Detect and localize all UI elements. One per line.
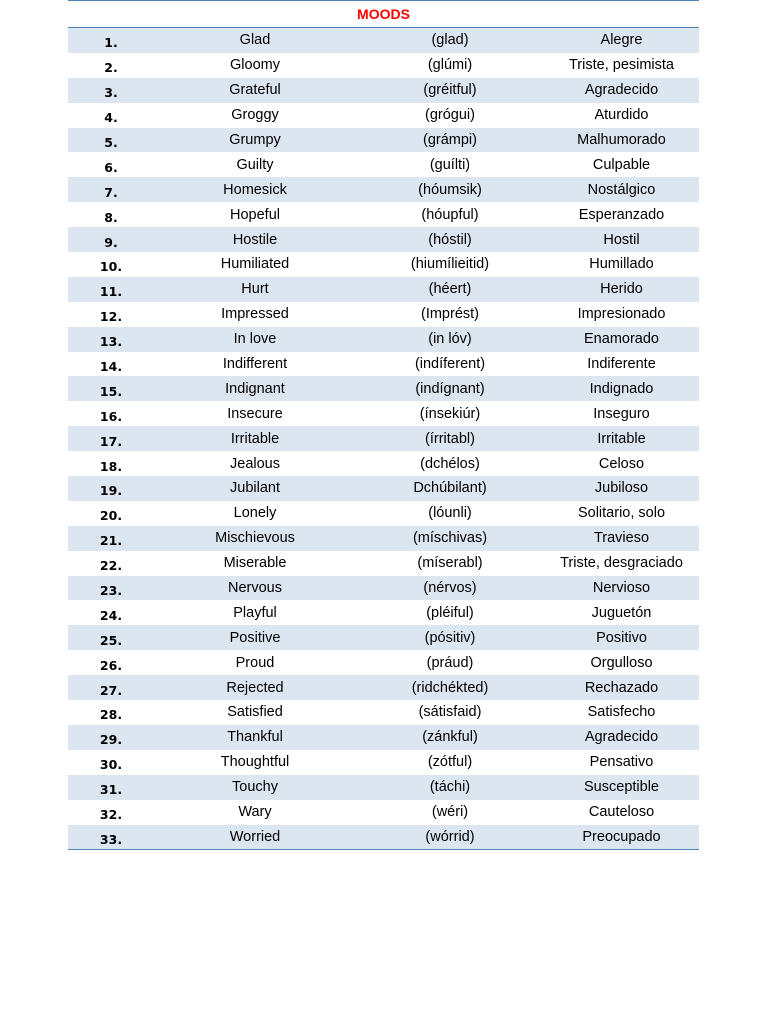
- spanish-translation: Inseguro: [593, 405, 650, 422]
- table-row: [68, 800, 699, 825]
- table-row: [68, 551, 699, 576]
- table-row: [68, 401, 699, 426]
- pronunciation: (Imprést): [421, 306, 479, 323]
- english-word: Playful: [233, 604, 277, 621]
- table-row: [68, 476, 699, 501]
- table-row: [68, 451, 699, 476]
- row-number: 18.: [99, 458, 123, 474]
- spanish-translation: Jubiloso: [544, 476, 699, 501]
- vocabulary-sheet: [68, 0, 699, 850]
- pronunciation: Dchúbilant): [356, 476, 544, 501]
- spanish-translation: Agradecido: [544, 78, 699, 103]
- pronunciation: (grámpi): [356, 128, 544, 153]
- spanish-translation: Rechazado: [544, 675, 699, 700]
- table-row: [68, 302, 699, 327]
- english-word: Hostile: [154, 227, 356, 252]
- table-row: [68, 675, 699, 700]
- english-word: Indifferent: [222, 356, 288, 373]
- spanish-translation: Travieso: [544, 526, 699, 551]
- table-row: [68, 576, 699, 601]
- english-word: Miserable: [223, 555, 287, 572]
- english-word: Insecure: [227, 405, 283, 422]
- pronunciation: (guílti): [429, 156, 471, 173]
- pronunciation: (lóunli): [428, 505, 472, 522]
- english-word: Guilty: [236, 156, 274, 173]
- spanish-translation: Enamorado: [544, 327, 699, 352]
- table-row: [68, 625, 699, 650]
- row-number: 23.: [68, 576, 154, 601]
- spanish-translation: Impresionado: [577, 306, 666, 323]
- pronunciation: (indígnant): [356, 376, 544, 401]
- table-row: [68, 750, 699, 775]
- row-number: 25.: [68, 625, 154, 650]
- english-word: Proud: [235, 654, 275, 671]
- pronunciation: (ridchékted): [356, 675, 544, 700]
- row-number: 10.: [99, 259, 123, 275]
- table-row: [68, 526, 699, 551]
- pronunciation: (hóupful): [421, 206, 479, 223]
- table-row: [68, 103, 699, 128]
- pronunciation: (zótful): [427, 754, 473, 771]
- table-row: [68, 202, 699, 227]
- row-number: 17.: [68, 426, 154, 451]
- table-row: [68, 28, 699, 53]
- moods-table: [68, 28, 699, 849]
- table-row: [68, 352, 699, 377]
- row-number: 15.: [68, 376, 154, 401]
- pronunciation: (nérvos): [356, 576, 544, 601]
- english-word: Positive: [154, 625, 356, 650]
- spanish-translation: Pensativo: [589, 754, 654, 771]
- table-row: [68, 376, 699, 401]
- english-word: Grateful: [154, 78, 356, 103]
- table-row: [68, 327, 699, 352]
- spanish-translation: Nervioso: [544, 576, 699, 601]
- pronunciation: (glad): [356, 28, 544, 53]
- pronunciation: (ínsekiúr): [419, 405, 481, 422]
- row-number: 22.: [99, 558, 123, 574]
- table-row: [68, 700, 699, 725]
- row-number: 3.: [68, 78, 154, 103]
- spanish-translation: Triste, pesimista: [568, 57, 674, 74]
- table-row: [68, 53, 699, 78]
- row-number: 20.: [99, 508, 123, 524]
- table-row: [68, 252, 699, 277]
- spanish-translation: Celoso: [598, 455, 645, 472]
- spanish-translation: Preocupado: [544, 825, 699, 850]
- table-row: [68, 600, 699, 625]
- row-number: 12.: [99, 309, 123, 325]
- spanish-translation: Susceptible: [544, 775, 699, 800]
- spanish-translation: Herido: [544, 277, 699, 302]
- table-row: [68, 227, 699, 252]
- pronunciation: (dchélos): [420, 455, 480, 472]
- spanish-translation: Positivo: [544, 625, 699, 650]
- row-number: 4.: [104, 110, 118, 126]
- table-row: [68, 152, 699, 177]
- english-word: Touchy: [154, 775, 356, 800]
- spanish-translation: Irritable: [544, 426, 699, 451]
- english-word: Thankful: [154, 725, 356, 750]
- english-word: Jubilant: [154, 476, 356, 501]
- pronunciation: (indíferent): [414, 356, 486, 373]
- spanish-translation: Alegre: [544, 28, 699, 53]
- spanish-translation: Nostálgico: [544, 177, 699, 202]
- table-row: [68, 775, 699, 800]
- pronunciation: (héert): [356, 277, 544, 302]
- row-number: 16.: [99, 408, 123, 424]
- row-number: 19.: [68, 476, 154, 501]
- pronunciation: (pósitiv): [356, 625, 544, 650]
- english-word: Glad: [154, 28, 356, 53]
- row-number: 28.: [99, 707, 123, 723]
- english-word: Nervous: [154, 576, 356, 601]
- english-word: Wary: [238, 804, 272, 821]
- english-word: Irritable: [154, 426, 356, 451]
- table-row: [68, 277, 699, 302]
- row-number: 11.: [68, 277, 154, 302]
- row-number: 1.: [68, 28, 154, 53]
- pronunciation: (wéri): [431, 804, 469, 821]
- english-word: Grumpy: [154, 128, 356, 153]
- row-number: 27.: [68, 675, 154, 700]
- row-number: 9.: [68, 227, 154, 252]
- table-row: [68, 426, 699, 451]
- english-word: Satisfied: [227, 704, 283, 721]
- pronunciation: (práud): [426, 654, 474, 671]
- row-number: 21.: [68, 526, 154, 551]
- pronunciation: (míserabl): [417, 555, 483, 572]
- row-number: 26.: [99, 657, 123, 673]
- row-number: 31.: [68, 775, 154, 800]
- row-number: 2.: [104, 60, 118, 76]
- table-row: [68, 825, 699, 850]
- english-word: Worried: [154, 825, 356, 850]
- table-title: MOODS: [68, 0, 699, 28]
- row-number: 29.: [68, 725, 154, 750]
- table-row: [68, 128, 699, 153]
- english-word: Lonely: [233, 505, 277, 522]
- english-word: Rejected: [154, 675, 356, 700]
- pronunciation: (hóstil): [356, 227, 544, 252]
- pronunciation: (sátisfaid): [418, 704, 482, 721]
- pronunciation: (pléiful): [426, 604, 474, 621]
- spanish-translation: Hostil: [544, 227, 699, 252]
- pronunciation: (grógui): [425, 107, 475, 124]
- spanish-translation: Indiferente: [587, 356, 656, 373]
- table-body: [68, 28, 699, 849]
- english-word: Indignant: [154, 376, 356, 401]
- table-row: [68, 78, 699, 103]
- spanish-translation: Solitario, solo: [577, 505, 666, 522]
- pronunciation: (in lóv): [356, 327, 544, 352]
- english-word: Mischievous: [154, 526, 356, 551]
- pronunciation: (glúmi): [427, 57, 473, 74]
- english-word: Gloomy: [230, 57, 280, 74]
- spanish-translation: Malhumorado: [544, 128, 699, 153]
- english-word: Humiliated: [220, 256, 290, 273]
- row-number: 5.: [68, 128, 154, 153]
- spanish-translation: Humillado: [589, 256, 654, 273]
- table-row: [68, 725, 699, 750]
- row-number: 8.: [104, 209, 118, 225]
- english-word: Jealous: [230, 455, 280, 472]
- spanish-translation: Orgulloso: [590, 654, 653, 671]
- table-row: [68, 177, 699, 202]
- table-row: [68, 501, 699, 526]
- bottom-rule: [68, 849, 699, 850]
- english-word: In love: [154, 327, 356, 352]
- row-number: 13.: [68, 327, 154, 352]
- english-word: Hopeful: [230, 206, 280, 223]
- row-number: 14.: [99, 359, 123, 375]
- table-row: [68, 650, 699, 675]
- row-number: 7.: [68, 177, 154, 202]
- pronunciation: (táchi): [356, 775, 544, 800]
- spanish-translation: Esperanzado: [578, 206, 665, 223]
- english-word: Thoughtful: [220, 754, 290, 771]
- spanish-translation: Juguetón: [591, 604, 652, 621]
- row-number: 24.: [99, 607, 123, 623]
- english-word: Groggy: [231, 107, 279, 124]
- spanish-translation: Triste, desgraciado: [560, 555, 683, 572]
- spanish-translation: Agradecido: [544, 725, 699, 750]
- row-number: 32.: [99, 807, 123, 823]
- row-number: 33.: [68, 825, 154, 850]
- row-number: 6.: [104, 159, 118, 175]
- spanish-translation: Cauteloso: [588, 804, 655, 821]
- spanish-translation: Indignado: [544, 376, 699, 401]
- pronunciation: (hóumsik): [356, 177, 544, 202]
- pronunciation: (míschivas): [356, 526, 544, 551]
- pronunciation: (wórrid): [356, 825, 544, 850]
- pronunciation: (írritabl): [356, 426, 544, 451]
- english-word: Homesick: [154, 177, 356, 202]
- pronunciation: (gréitful): [356, 78, 544, 103]
- spanish-translation: Satisfecho: [587, 704, 656, 721]
- pronunciation: (zánkful): [356, 725, 544, 750]
- english-word: Impressed: [221, 306, 289, 323]
- spanish-translation: Culpable: [592, 156, 651, 173]
- row-number: 30.: [99, 757, 123, 773]
- pronunciation: (hiumílieitid): [410, 256, 490, 273]
- english-word: Hurt: [154, 277, 356, 302]
- spanish-translation: Aturdido: [594, 107, 649, 124]
